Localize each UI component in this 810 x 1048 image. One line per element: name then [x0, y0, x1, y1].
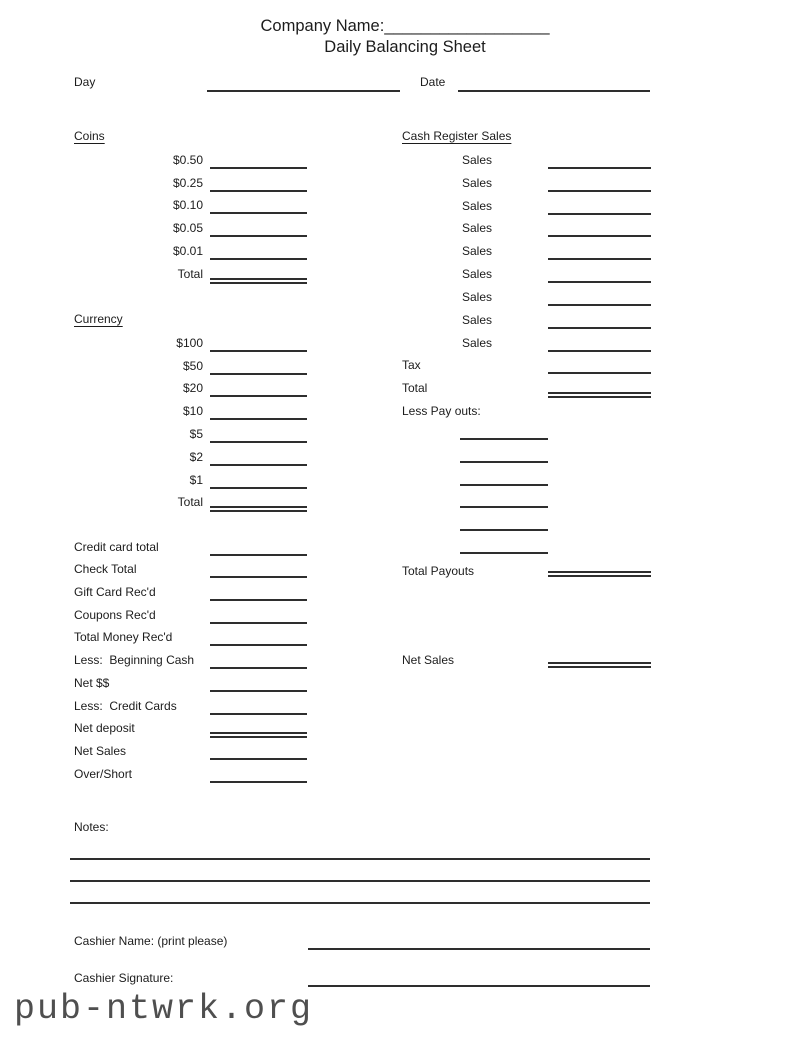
date-input-line[interactable] — [458, 90, 650, 92]
coin-row — [74, 150, 314, 173]
company-name-label: Company Name: — [260, 17, 385, 35]
currency-denomination-label: $5 — [189, 426, 203, 441]
day-input-line[interactable] — [207, 90, 400, 92]
payout-entry-line[interactable] — [460, 552, 548, 554]
summary-row-label: Over/Short — [74, 766, 133, 781]
summary-row — [74, 650, 314, 673]
coin-amount-line[interactable] — [210, 258, 307, 260]
cashier-name-label: Cashier Name: (print please) — [74, 934, 228, 948]
coin-row — [74, 218, 314, 241]
sales-label: Sales — [462, 267, 493, 282]
currency-total-row — [74, 493, 314, 516]
summary-row-label: Coupons Rec'd — [74, 607, 156, 622]
page-title: Daily Balancing Sheet — [324, 38, 486, 56]
currency-row — [74, 470, 314, 493]
cashier-signature-label: Cashier Signature: — [74, 971, 174, 985]
sales-row — [402, 264, 662, 287]
summary-amount-line[interactable] — [210, 644, 307, 646]
sales-row — [402, 333, 662, 356]
currency-denomination-label: $20 — [182, 381, 203, 396]
sales-row — [402, 173, 662, 196]
coin-amount-line[interactable] — [210, 167, 307, 169]
currency-amount-line[interactable] — [210, 441, 307, 443]
sales-amount-line[interactable] — [548, 235, 651, 237]
tax-row — [402, 356, 662, 379]
less-payouts-row — [402, 401, 662, 424]
summary-row-label: Less: Credit Cards — [74, 698, 177, 713]
coin-denomination-label: $0.10 — [172, 198, 203, 213]
currency-denomination-label: $10 — [182, 404, 203, 419]
summary-row-label: Net Sales — [74, 743, 127, 758]
currency-amount-line[interactable] — [210, 464, 307, 466]
currency-section — [74, 310, 203, 510]
currency-row — [74, 447, 314, 470]
summary-row — [74, 560, 314, 583]
summary-row-label: Gift Card Rec'd — [74, 585, 156, 600]
summary-amount-line[interactable] — [210, 576, 307, 578]
coins-total-row — [74, 264, 314, 287]
currency-total-line[interactable] — [210, 506, 307, 512]
summary-amount-line[interactable] — [210, 713, 307, 715]
summary-amount-line[interactable] — [210, 622, 307, 624]
cash-register-sales-section — [402, 127, 512, 667]
payout-row — [402, 424, 662, 447]
payout-row — [402, 538, 662, 561]
sales-amount-line[interactable] — [548, 327, 651, 329]
summary-row-label: Net deposit — [74, 721, 135, 736]
summary-row-label: Total Money Rec'd — [74, 630, 173, 645]
watermark-text: pub-ntwrk.org — [14, 989, 314, 1029]
currency-amount-line[interactable] — [210, 373, 307, 375]
summary-row — [74, 582, 314, 605]
notes-label: Notes: — [74, 820, 109, 834]
summary-row-label: Credit card total — [74, 539, 159, 554]
summary-row — [74, 764, 314, 787]
sales-label: Sales — [462, 335, 493, 350]
sales-amount-line[interactable] — [548, 167, 651, 169]
note-line[interactable] — [70, 882, 650, 904]
currency-row — [74, 333, 314, 356]
summary-amount-line[interactable] — [210, 667, 307, 669]
summary-amount-line[interactable] — [210, 690, 307, 692]
summary-row-label: Net $$ — [74, 675, 110, 690]
sales-row — [402, 196, 662, 219]
sales-amount-line[interactable] — [548, 213, 651, 215]
register-net-sales-row — [402, 652, 662, 675]
currency-amount-line[interactable] — [210, 395, 307, 397]
coin-denomination-label: $0.01 — [172, 243, 203, 258]
payout-entry-line[interactable] — [460, 506, 548, 508]
currency-row — [74, 401, 314, 424]
coin-denomination-label: $0.25 — [172, 175, 203, 190]
sales-label: Sales — [462, 244, 493, 259]
summary-row — [74, 696, 314, 719]
tax-label: Tax — [402, 358, 421, 373]
coins-total-line[interactable] — [210, 278, 307, 284]
register-total-label: Total — [402, 381, 428, 396]
coin-row — [74, 196, 314, 219]
sales-label: Sales — [462, 221, 493, 236]
summary-amount-line[interactable] — [210, 758, 307, 760]
total-payouts-row — [402, 561, 662, 584]
summary-row — [74, 673, 314, 696]
coin-denomination-label: $0.05 — [172, 221, 203, 236]
currency-amount-line[interactable] — [210, 487, 307, 489]
coins-total-label: Total — [177, 266, 203, 281]
summary-section — [74, 537, 314, 787]
payout-entry-line[interactable] — [460, 529, 548, 531]
summary-row — [74, 605, 314, 628]
sales-row — [402, 287, 662, 310]
currency-denomination-label: $1 — [189, 472, 203, 487]
currency-heading: Currency — [74, 312, 123, 326]
less-payouts-label: Less Pay outs: — [402, 404, 481, 419]
cashier-signature-line[interactable] — [308, 985, 650, 987]
sales-amount-line[interactable] — [548, 350, 651, 352]
day-label: Day — [74, 75, 96, 89]
sales-row — [402, 150, 662, 173]
note-line[interactable] — [70, 838, 650, 860]
sales-row — [402, 241, 662, 264]
cash-register-sales-heading: Cash Register Sales — [402, 129, 512, 143]
tax-amount-line[interactable] — [548, 372, 651, 374]
note-line[interactable] — [70, 860, 650, 882]
currency-denomination-label: $100 — [176, 335, 203, 350]
summary-row — [74, 628, 314, 651]
sales-amount-line[interactable] — [548, 258, 651, 260]
currency-denomination-label: $50 — [182, 358, 203, 373]
coin-row — [74, 173, 314, 196]
payout-entry-line[interactable] — [460, 461, 548, 463]
coin-row — [74, 241, 314, 264]
summary-row-label: Less: Beginning Cash — [74, 653, 195, 668]
cashier-name-line[interactable] — [308, 948, 650, 950]
sales-amount-line[interactable] — [548, 190, 651, 192]
title-block — [0, 16, 810, 58]
total-payouts-line[interactable] — [548, 571, 651, 577]
currency-denomination-label: $2 — [189, 449, 203, 464]
notes-lines — [70, 838, 650, 904]
payout-row — [402, 493, 662, 516]
summary-amount-line[interactable] — [210, 599, 307, 601]
sales-row — [402, 219, 662, 242]
payout-entry-line[interactable] — [460, 484, 548, 486]
register-total-line[interactable] — [548, 392, 651, 398]
payout-row — [402, 470, 662, 493]
summary-row — [74, 741, 314, 764]
currency-row — [74, 379, 314, 402]
sales-label: Sales — [462, 289, 493, 304]
register-total-row — [402, 378, 662, 401]
payout-row — [402, 447, 662, 470]
total-payouts-label: Total Payouts — [402, 563, 475, 578]
company-name-blank[interactable]: __________________ — [384, 17, 550, 35]
date-label: Date — [420, 75, 446, 89]
currency-row — [74, 356, 314, 379]
coins-heading: Coins — [74, 129, 105, 143]
payout-row — [402, 515, 662, 538]
sales-label: Sales — [462, 175, 493, 190]
coin-amount-line[interactable] — [210, 212, 307, 214]
summary-row-label: Check Total — [74, 562, 137, 577]
coin-amount-line[interactable] — [210, 190, 307, 192]
currency-amount-line[interactable] — [210, 350, 307, 352]
currency-row — [74, 424, 314, 447]
payout-entry-line[interactable] — [460, 438, 548, 440]
company-name-row — [0, 16, 810, 37]
summary-amount-line[interactable] — [210, 781, 307, 783]
summary-amount-line[interactable] — [210, 554, 307, 556]
summary-row — [74, 719, 314, 742]
coin-denomination-label: $0.50 — [172, 152, 203, 167]
register-net-sales-label: Net Sales — [402, 652, 455, 667]
sales-row — [402, 310, 662, 333]
sales-label: Sales — [462, 152, 493, 167]
currency-amount-line[interactable] — [210, 418, 307, 420]
coin-amount-line[interactable] — [210, 235, 307, 237]
register-net-sales-line[interactable] — [548, 662, 651, 668]
sales-label: Sales — [462, 198, 493, 213]
sales-label: Sales — [462, 312, 493, 327]
sales-amount-line[interactable] — [548, 304, 651, 306]
sales-amount-line[interactable] — [548, 281, 651, 283]
summary-row — [74, 537, 314, 560]
currency-total-label: Total — [177, 495, 203, 510]
coins-section — [74, 127, 203, 281]
summary-amount-line[interactable] — [210, 732, 307, 738]
